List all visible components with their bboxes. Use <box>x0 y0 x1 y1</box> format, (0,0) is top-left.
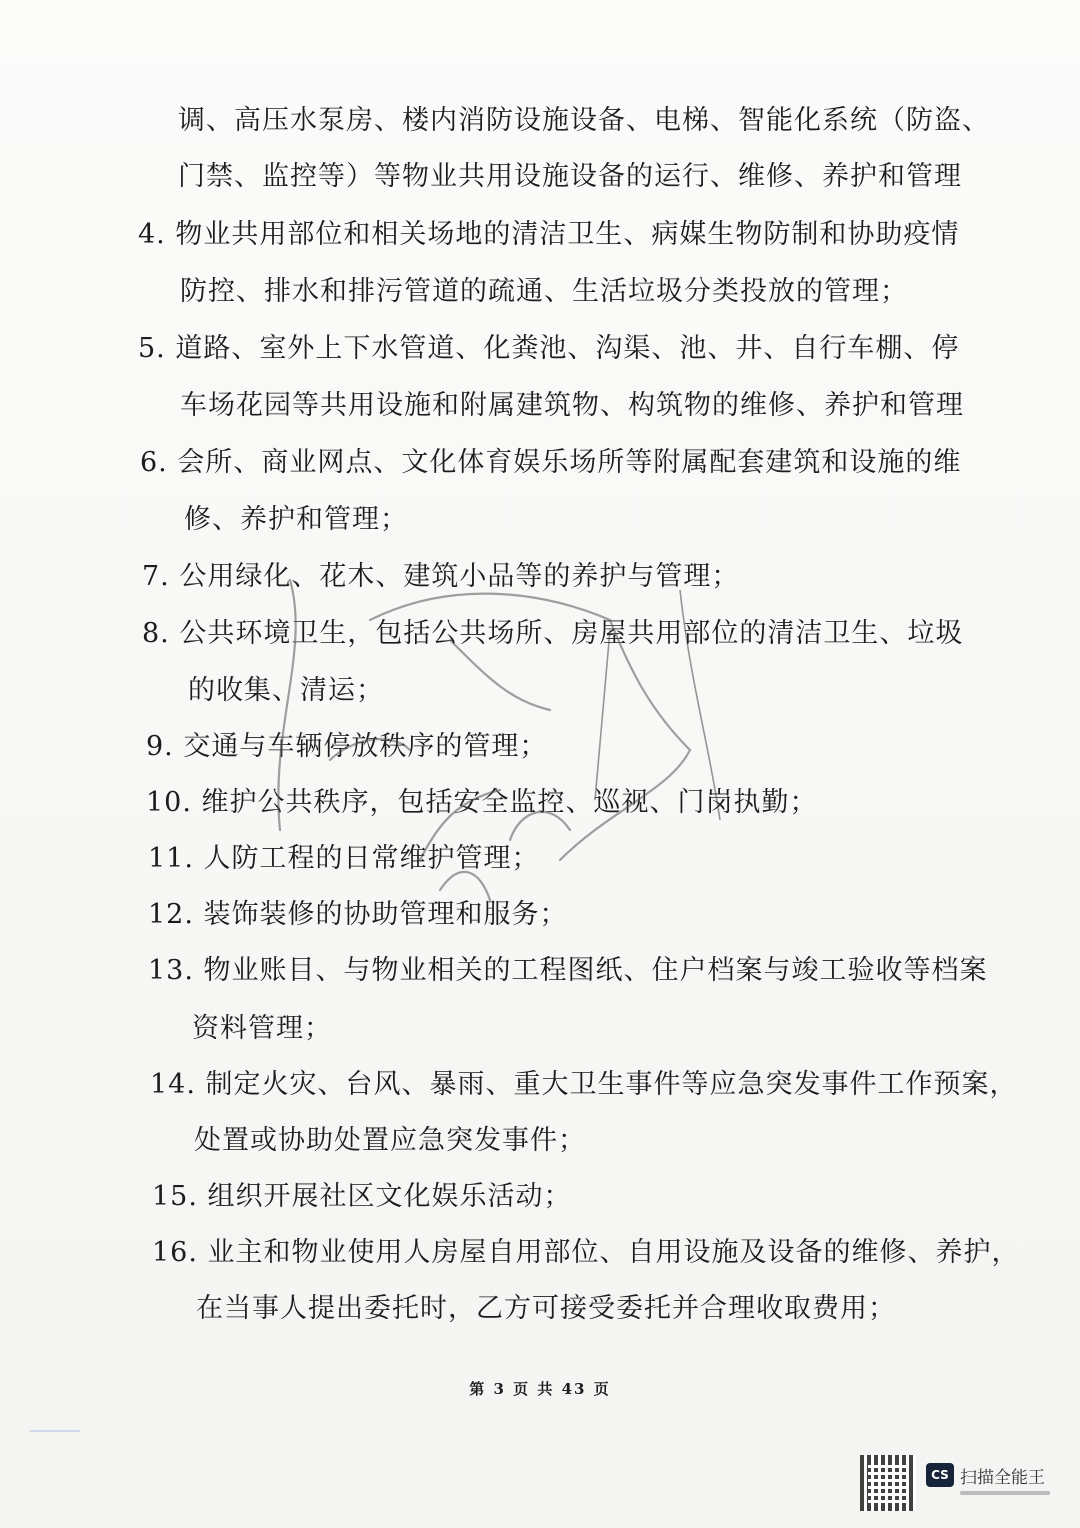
text-line: 修、养护和管理； <box>184 504 408 535</box>
text-line: 8. 公共环境卫生，包括公共场所、房屋共用部位的清洁卫生、垃圾 <box>142 618 964 649</box>
scanner-subtext-bar <box>960 1491 1050 1495</box>
text-line: 在当事人提出委托时，乙方可接受委托并合理收取费用； <box>196 1293 896 1324</box>
text-line: 4. 物业共用部位和相关场地的清洁卫生、病媒生物防制和协助疫情 <box>138 219 960 250</box>
text-line: 11. 人防工程的日常维护管理； <box>148 843 540 874</box>
text-line: 12. 装饰装修的协助管理和服务； <box>148 899 568 930</box>
text-line: 10. 维护公共秩序，包括安全监控、巡视、门岗执勤； <box>146 787 818 818</box>
scanner-watermark <box>860 1455 1060 1515</box>
text-line: 13. 物业账目、与物业相关的工程图纸、住户档案与竣工验收等档案 <box>148 955 988 986</box>
text-line: 14. 制定火灾、台风、暴雨、重大卫生事件等应急突发事件工作预案， <box>150 1069 1018 1100</box>
text-line: 的收集、清运； <box>188 675 384 706</box>
page-number-footer: 第 3 页 共 43 页 <box>469 1380 611 1398</box>
text-line: 15. 组织开展社区文化娱乐活动； <box>152 1181 572 1212</box>
camscanner-logo-icon: CS <box>926 1463 954 1487</box>
text-line: 处置或协助处置应急突发事件； <box>194 1125 586 1156</box>
scan-artifact <box>30 1430 80 1432</box>
qr-code-icon <box>860 1455 916 1511</box>
text-line: 资料管理； <box>192 1013 332 1044</box>
scanner-app-label: 扫描全能王 <box>960 1468 1045 1488</box>
text-line: 调、高压水泵房、楼内消防设施设备、电梯、智能化系统（防盗、 <box>178 105 990 136</box>
text-line: 16. 业主和物业使用人房屋自用部位、自用设施及设备的维修、养护， <box>152 1237 1020 1268</box>
text-line: 9. 交通与车辆停放秩序的管理； <box>146 731 548 762</box>
text-line: 车场花园等共用设施和附属建筑物、构筑物的维修、养护和管理 <box>180 390 964 421</box>
text-line: 7. 公用绿化、花木、建筑小品等的养护与管理； <box>142 561 740 592</box>
text-line: 防控、排水和排污管道的疏通、生活垃圾分类投放的管理； <box>180 276 908 307</box>
text-line: 门禁、监控等）等物业共用设施设备的运行、维修、养护和管理 <box>178 161 962 192</box>
text-line: 5. 道路、室外上下水管道、化粪池、沟渠、池、井、自行车棚、停 <box>138 333 960 364</box>
text-line: 6. 会所、商业网点、文化体育娱乐场所等附属配套建筑和设施的维 <box>140 447 962 478</box>
